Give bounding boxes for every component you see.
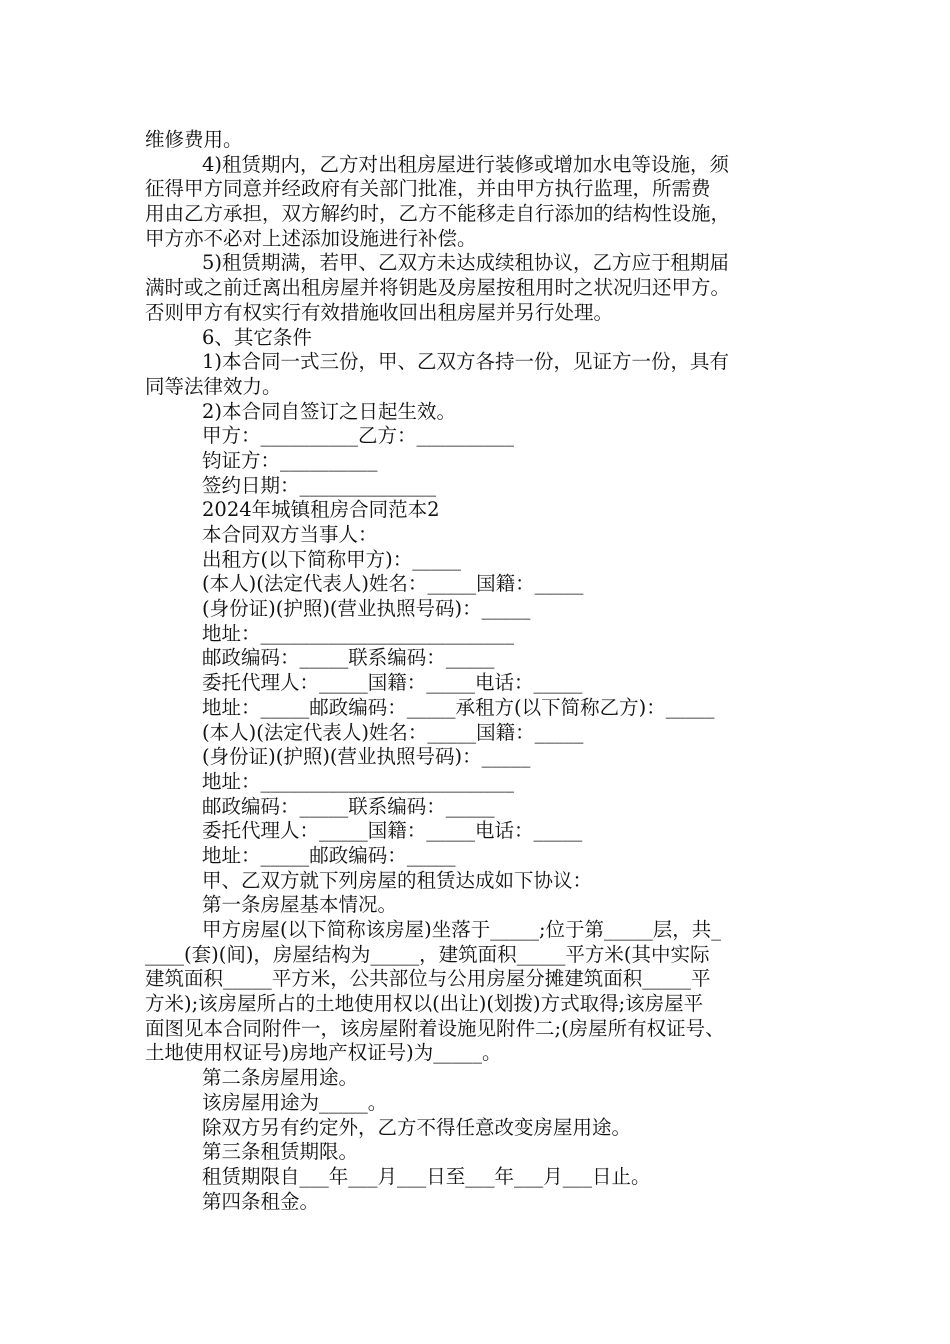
document-line: 钧证方：__________ (202, 448, 378, 472)
document-line: 委托代理人：_____国籍：_____电话：_____ (202, 671, 583, 695)
document-body (145, 128, 825, 1214)
document-line: 邮政编码：_____联系编码：_____ (202, 794, 495, 818)
document-line: 甲方亦不必对上述添加设施进行补偿。 (145, 226, 477, 250)
document-line: 甲、乙双方就下列房屋的租赁达成如下协议： (202, 868, 593, 892)
document-line: 地址：__________________________ (202, 769, 515, 793)
document-line: 该房屋用途为_____。 (202, 1090, 388, 1114)
document-line: 方米);该房屋所占的土地使用权以(出让)(划拨)方式取得;该房屋平 (145, 992, 704, 1016)
document-line: 否则甲方有权实行有效措施收回出租房屋并另行处理。 (145, 300, 614, 324)
document-line: 维修费用。 (145, 128, 243, 151)
document-line: 第四条租金。 (202, 1189, 320, 1213)
document-line: 除双方另有约定外，乙方不得任意改变房屋用途。 (202, 1115, 632, 1139)
document-line: 征得甲方同意并经政府有关部门批准，并由甲方执行监理，所需费 (145, 177, 711, 201)
document-line: 同等法律效力。 (145, 374, 282, 398)
document-line: 租赁期限自___年___月___日至___年___月___日止。 (202, 1164, 651, 1188)
document-line: 2)本合同自签订之日起生效。 (202, 399, 457, 423)
document-line: 面图见本合同附件一，该房屋附着设施见附件二;(房屋所有权证号、 (145, 1016, 725, 1040)
document-line: 甲方：__________乙方：__________ (202, 424, 515, 448)
document-line: 满时或之前迁离出租房屋并将钥匙及房屋按租用时之状况归还甲方。 (145, 276, 731, 300)
document-line: 6、其它条件 (202, 325, 312, 349)
document-line: (本人)(法定代表人)姓名：_____国籍：_____ (202, 720, 584, 744)
document-line: (本人)(法定代表人)姓名：_____国籍：_____ (202, 572, 584, 596)
document-line: 用由乙方承担，双方解约时，乙方不能移走自行添加的结构性设施， (145, 202, 731, 226)
document-line: 2024年城镇租房合同范本2 (202, 498, 440, 522)
document-line: 邮政编码：_____联系编码：_____ (202, 646, 495, 670)
document-line: 4)租赁期内，乙方对出租房屋进行装修或增加水电等设施，须 (202, 152, 730, 176)
document-line: 出租方(以下简称甲方)：_____ (202, 547, 461, 571)
document-line: 5)租赁期满，若甲、乙双方未达成续租协议，乙方应于租期届 (202, 251, 730, 275)
document-line: 1)本合同一式三份，甲、乙双方各持一份，见证方一份，具有 (202, 350, 730, 374)
document-line: 土地使用权证号)房地产权证号)为_____。 (145, 1041, 502, 1065)
document-line: 建筑面积_____平方米，公共部位与公用房屋分摊建筑面积_____平 (145, 967, 711, 991)
document-line: 地址：_____邮政编码：_____ (202, 843, 456, 867)
document-line: ____(套)(间)，房屋结构为_____，建筑面积_____平方米(其中实际 (145, 942, 710, 966)
document-line: 甲方房屋(以下简称该房屋)坐落于_____;位于第_____层，共_ (202, 918, 722, 941)
document-line: 地址：_____邮政编码：_____承租方(以下简称乙方)：_____ (202, 695, 715, 719)
document-line: 第三条租赁期限。 (202, 1140, 359, 1164)
document-line: 签约日期：______________ (202, 473, 437, 497)
document-line: 地址：__________________________ (202, 621, 515, 645)
document-line: 委托代理人：_____国籍：_____电话：_____ (202, 819, 583, 843)
document-line: 第一条房屋基本情况。 (202, 893, 398, 917)
document-line: (身份证)(护照)(营业执照号码)：_____ (202, 745, 531, 769)
document-line: 本合同双方当事人： (202, 523, 378, 546)
document-line: 第二条房屋用途。 (202, 1066, 359, 1090)
document-line: (身份证)(护照)(营业执照号码)：_____ (202, 597, 531, 621)
